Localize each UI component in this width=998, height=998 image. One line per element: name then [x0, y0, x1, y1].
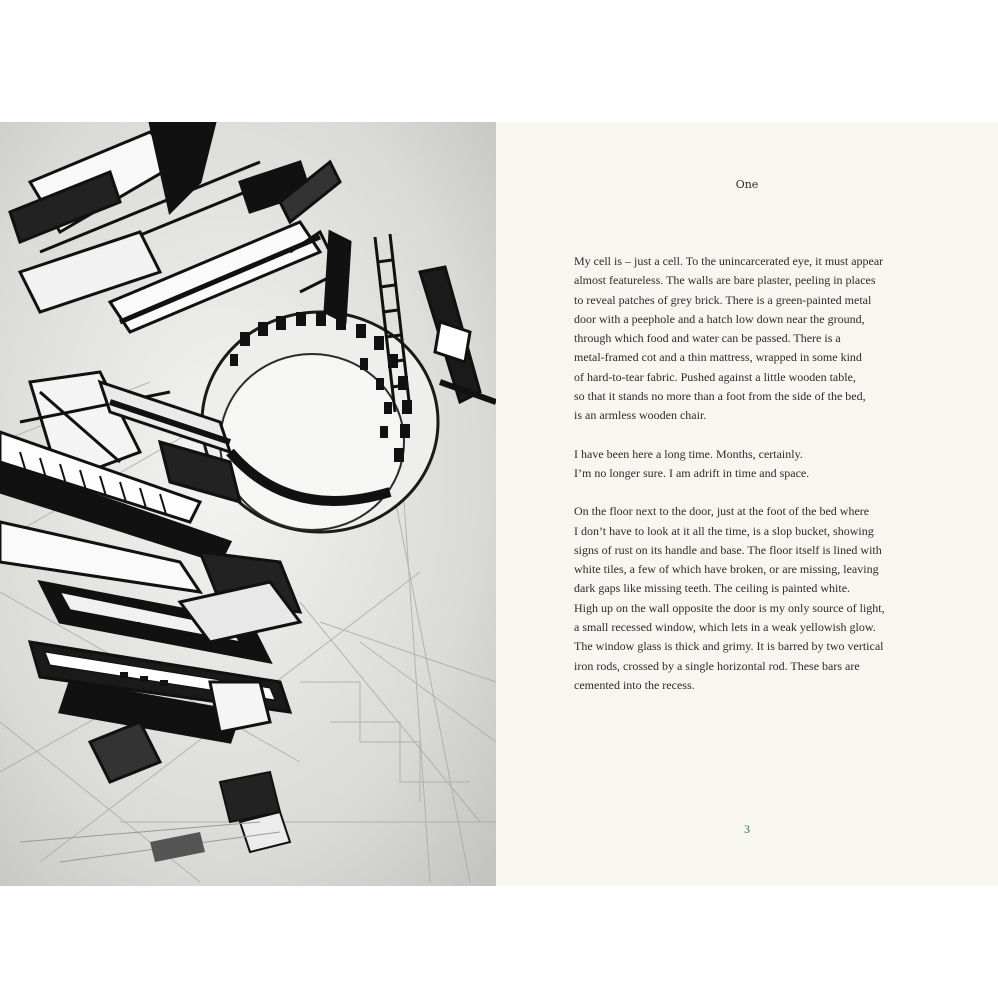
text-line: so that it stands no more than a foot from the side of the bed, — [574, 389, 866, 404]
text-line: white tiles, a few of which have broken, or are missing, leaving — [574, 562, 879, 577]
abstract-architectural-collage-icon — [0, 122, 496, 886]
chapter-title: One — [735, 178, 759, 191]
text-line: metal-framed cot and a thin mattress, wrapped in some kind — [574, 350, 862, 365]
text-line: The window glass is thick and grimy. It is barred by two vertical — [574, 639, 884, 654]
text-line: I don’t have to look at it all the time, is a slop bucket, showing — [574, 523, 874, 538]
text-line: dark gaps like missing teeth. The ceiling is painted white. — [574, 581, 851, 596]
text-line: High up on the wall opposite the door is my only source of light, — [574, 600, 885, 615]
paragraph-1 — [574, 252, 954, 426]
text-line: On the floor next to the door, just at the foot of the bed where — [574, 504, 870, 519]
text-line: of hard-to-tear fabric. Pushed against a little wooden table, — [574, 369, 856, 384]
paragraph-2 — [574, 445, 954, 484]
text-line: a small recessed window, which lets in a weak yellowish glow. — [574, 620, 876, 635]
text-line: to reveal patches of grey brick. There is a green-painted metal — [574, 292, 872, 307]
text-line: My cell is – just a cell. To the unincarcerated eye, it must appear — [574, 254, 884, 268]
paragraph-3 — [574, 502, 954, 695]
text-line: iron rods, crossed by a single horizontal rod. These bars are — [574, 658, 860, 673]
body-text — [574, 252, 954, 714]
text-line: cemented into the recess. — [574, 677, 695, 692]
text-line: signs of rust on its handle and base. The floor itself is lined with — [574, 542, 882, 557]
text-page — [496, 122, 998, 886]
text-line: through which food and water can be passed. There is a — [574, 331, 841, 346]
text-line: door with a peephole and a hatch low down near the ground, — [574, 311, 865, 326]
text-line: I’m no longer sure. I am adrift in time and space. — [574, 465, 810, 480]
text-line: I have been here a long time. Months, certainly. — [574, 446, 803, 461]
page-number: 3 — [744, 822, 750, 836]
book-spread — [0, 122, 998, 886]
text-line: is an armless wooden chair. — [574, 408, 707, 423]
text-line: almost featureless. The walls are bare plaster, peeling in places — [574, 273, 876, 288]
illustration-page — [0, 122, 496, 886]
